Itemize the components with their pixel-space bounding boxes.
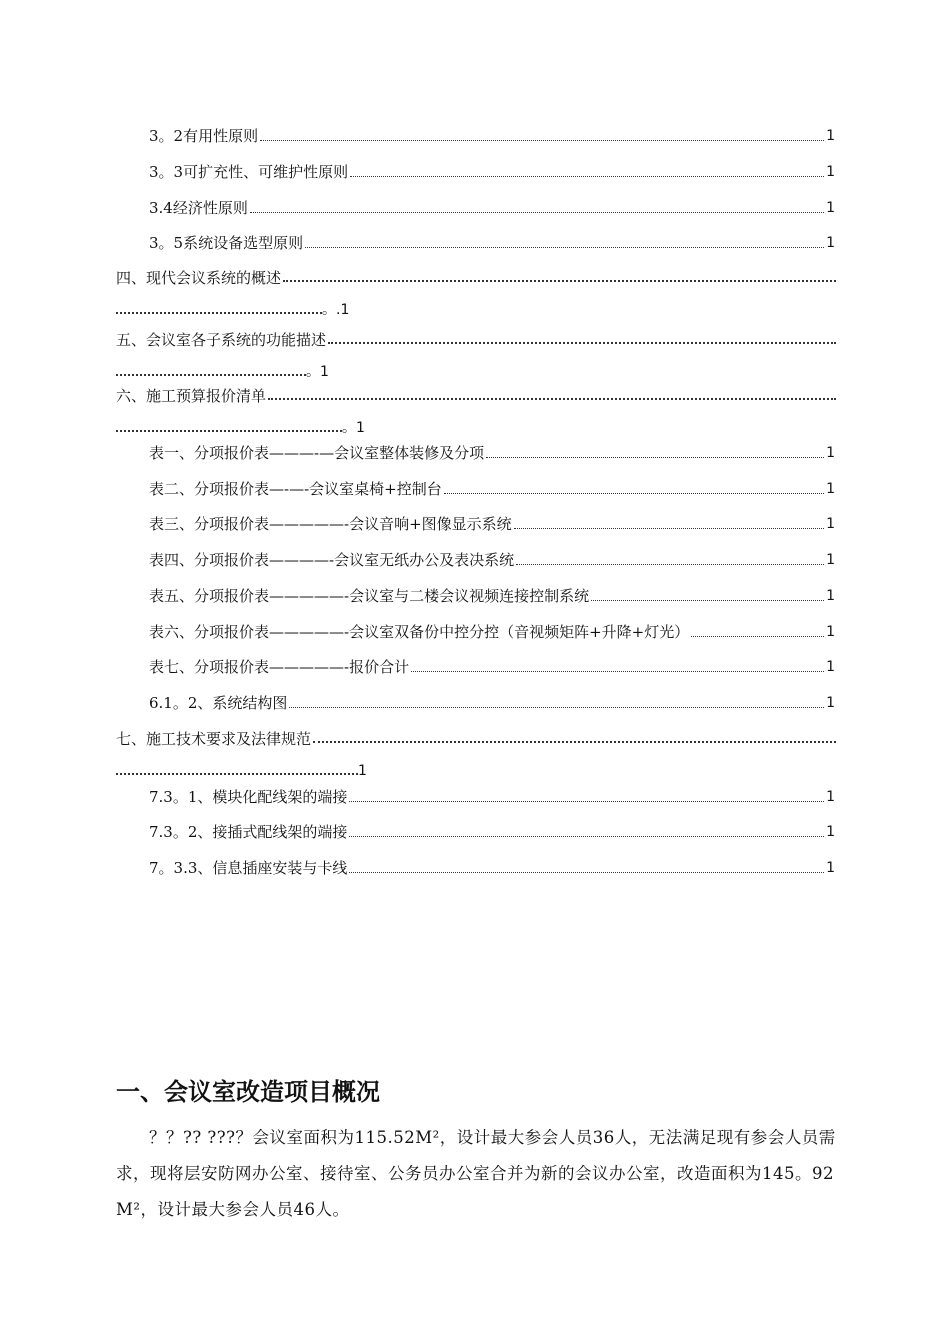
toc-entry[interactable] — [149, 787, 835, 807]
toc-leader-dots — [116, 312, 322, 314]
toc-entry[interactable] — [149, 693, 835, 713]
toc-entry-label: 7.3。1、模块化配线架的端接 — [149, 788, 348, 806]
toc-entry[interactable] — [149, 198, 835, 218]
toc-leader-dots — [514, 528, 824, 529]
toc-leader-dots — [591, 600, 824, 601]
toc-entry-page: 1 — [826, 445, 835, 461]
toc-entry-page: 1 — [826, 789, 835, 805]
toc-entry[interactable] — [149, 550, 835, 570]
toc-leader-dots — [516, 564, 824, 565]
toc-leader-dots — [116, 430, 342, 432]
toc-leader-dots — [289, 707, 824, 708]
toc-chapter-page: 。1 — [342, 420, 365, 436]
toc-leader-dots — [349, 801, 824, 802]
toc-entry-label: 3。3可扩充性、可维护性原则 — [149, 163, 349, 181]
toc-entry-label: 表二、分项报价表—-—-会议室桌椅+控制台 — [149, 480, 442, 498]
toc-entry-page: 1 — [826, 235, 835, 251]
toc-entry[interactable] — [149, 443, 835, 463]
toc-entry-label: 表三、分项报价表—————-会议音响+图像显示系统 — [149, 515, 512, 533]
section-heading: 一、会议室改造项目概况 — [116, 1078, 380, 1106]
toc-chapter-label: 四、现代会议系统的概述 — [116, 269, 282, 287]
toc-leader-dots — [328, 342, 836, 344]
toc-entry-page: 1 — [826, 164, 835, 180]
toc-entry-label: 7。3.3、信息插座安装与卡线 — [149, 859, 348, 877]
toc-leader-dots — [116, 773, 358, 775]
toc-chapter-page: 1 — [358, 763, 367, 779]
toc-entry-page: 1 — [826, 659, 835, 675]
toc-chapter-entry[interactable] — [116, 268, 836, 320]
toc-leader-dots — [268, 398, 836, 400]
toc-chapter-entry[interactable] — [116, 729, 836, 781]
toc-entry-label: 表五、分项报价表—————-会议室与二楼会议视频连接控制系统 — [149, 587, 590, 605]
toc-leader-dots — [444, 493, 824, 494]
toc-chapter-page: 。1 — [306, 364, 329, 380]
toc-chapter-label: 五、会议室各子系统的功能描述 — [116, 331, 327, 349]
toc-entry-page: 1 — [826, 481, 835, 497]
toc-entry-page: 1 — [826, 552, 835, 568]
toc-entry-label: 表四、分项报价表————-会议室无纸办公及表决系统 — [149, 551, 515, 569]
toc-entry-page: 1 — [826, 128, 835, 144]
toc-entry[interactable] — [149, 233, 835, 253]
toc-leader-dots — [486, 457, 824, 458]
toc-leader-dots — [350, 176, 824, 177]
toc-entry[interactable] — [149, 514, 835, 534]
toc-entry[interactable] — [149, 858, 835, 878]
toc-entry[interactable] — [149, 126, 835, 146]
toc-leader-dots — [349, 836, 824, 837]
toc-entry-label: 7.3。2、接插式配线架的端接 — [149, 823, 348, 841]
toc-entry[interactable] — [149, 586, 835, 606]
toc-leader-dots — [116, 374, 306, 376]
toc-entry-page: 1 — [826, 860, 835, 876]
toc-leader-dots — [305, 247, 824, 248]
toc-leader-dots — [349, 872, 824, 873]
toc-entry-label: 3.4经济性原则 — [149, 199, 248, 217]
toc-entry-page: 1 — [826, 824, 835, 840]
toc-chapter-label: 六、施工预算报价清单 — [116, 387, 267, 405]
toc-entry-page: 1 — [826, 624, 835, 640]
toc-entry[interactable] — [149, 657, 835, 677]
toc-entry-label: 3。5系统设备选型原则 — [149, 234, 304, 252]
toc-leader-dots — [283, 280, 836, 282]
toc-entry-page: 1 — [826, 516, 835, 532]
toc-entry-label: 表一、分项报价表———-—会议室整体装修及分项 — [149, 444, 485, 462]
section-paragraph: ？？?? ???？会议室面积为115.52M²，设计最大参会人员36人，无法满足现有参会人员需求，现将层安防网办公室、接待室、公务员办公室合并为新的会议办公室，改造面积为145。92 M²，设计最大参会人员46人。 — [116, 1128, 836, 1219]
toc-chapter-entry[interactable] — [116, 386, 836, 438]
toc-entry-label: 表六、分项报价表—————-会议室双备份中控分控（音视频矩阵+升降+灯光） — [149, 623, 690, 641]
toc-leader-dots — [250, 212, 824, 213]
toc-entry[interactable] — [149, 622, 835, 642]
toc-leader-dots — [313, 741, 836, 743]
toc-leader-dots — [691, 636, 824, 637]
toc-entry[interactable] — [149, 479, 835, 499]
toc-leader-dots — [411, 671, 824, 672]
toc-chapter-entry[interactable] — [116, 330, 836, 382]
toc-chapter-page: 。.1 — [322, 302, 350, 318]
toc-entry-page: 1 — [826, 588, 835, 604]
toc-leader-dots — [260, 140, 824, 141]
toc-entry-page: 1 — [826, 200, 835, 216]
toc-entry-label: 表七、分项报价表—————-报价合计 — [149, 658, 410, 676]
toc-entry[interactable] — [149, 162, 835, 182]
toc-entry-label: 3。2有用性原则 — [149, 127, 259, 145]
toc-entry[interactable] — [149, 822, 835, 842]
toc-entry-label: 6.1。2、系统结构图 — [149, 694, 288, 712]
toc-entry-page: 1 — [826, 695, 835, 711]
toc-chapter-label: 七、施工技术要求及法律规范 — [116, 730, 312, 748]
